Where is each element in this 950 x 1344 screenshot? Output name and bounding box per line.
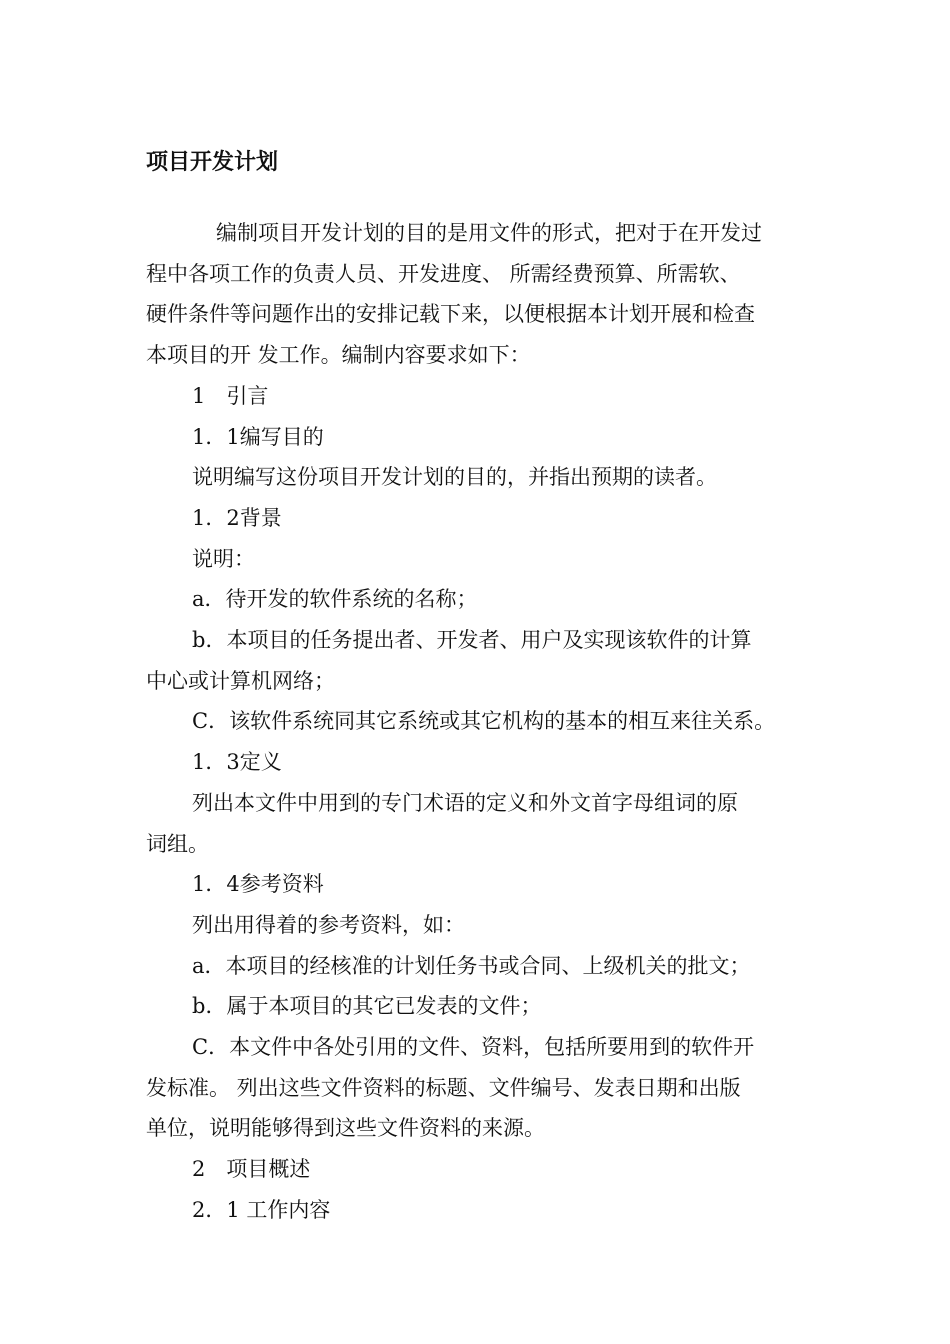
section-heading: 1 引言 <box>192 383 269 408</box>
document-body <box>146 213 810 1231</box>
paragraph-line: 编制项目开发计划的目的是用文件的形式，把对于在开发过 <box>216 221 762 245</box>
list-item-continuation: 发标准。 列出这些文件资料的标题、文件编号、发表日期和出版 <box>146 1075 741 1100</box>
subsection-heading: 1．3定义 <box>192 750 282 775</box>
list-item-continuation: 中心或计算机网络； <box>146 668 335 693</box>
subsection-heading: 1．4参考资料 <box>192 872 324 897</box>
list-item: C．本文件中各处引用的文件、资料，包括所要用到的软件开 <box>192 1035 755 1060</box>
list-item-continuation: 单位，说明能够得到这些文件资料的来源。 <box>146 1116 545 1141</box>
list-item: a．待开发的软件系统的名称； <box>192 587 478 612</box>
paragraph-line: 程中各项工作的负责人员、开发进度、 所需经费预算、所需软、 <box>146 261 741 286</box>
document-title: 项目开发计划 <box>146 150 279 175</box>
list-item: b．属于本项目的其它已发表的文件； <box>192 994 542 1019</box>
paragraph-line: 词组。 <box>146 831 209 856</box>
paragraph-line: 硬件条件等问题作出的安排记载下来，以便根据本计划开展和检查 <box>146 302 755 327</box>
section-heading: 2 项目概述 <box>192 1157 311 1182</box>
list-item: C．该软件系统同其它系统或其它机构的基本的相互来往关系。 <box>192 709 776 734</box>
subsection-heading: 2．1 工作内容 <box>192 1197 331 1222</box>
paragraph-line: 列出用得着的参考资料，如： <box>192 912 465 937</box>
paragraph-line: 说明编写这份项目开发计划的目的，并指出预期的读者。 <box>192 465 717 490</box>
paragraph-line: 本项目的开 发工作。编制内容要求如下： <box>146 343 531 368</box>
list-item: b．本项目的任务提出者、开发者、用户及实现该软件的计算 <box>192 628 752 653</box>
paragraph-line: 列出本文件中用到的专门术语的定义和外文首字母组词的原 <box>192 790 738 815</box>
list-item: a．本项目的经核准的计划任务书或合同、上级机关的批文； <box>192 953 751 978</box>
subsection-heading: 1．1编写目的 <box>192 424 324 449</box>
paragraph-line: 说明： <box>192 546 255 571</box>
subsection-heading: 1．2背景 <box>192 505 282 530</box>
